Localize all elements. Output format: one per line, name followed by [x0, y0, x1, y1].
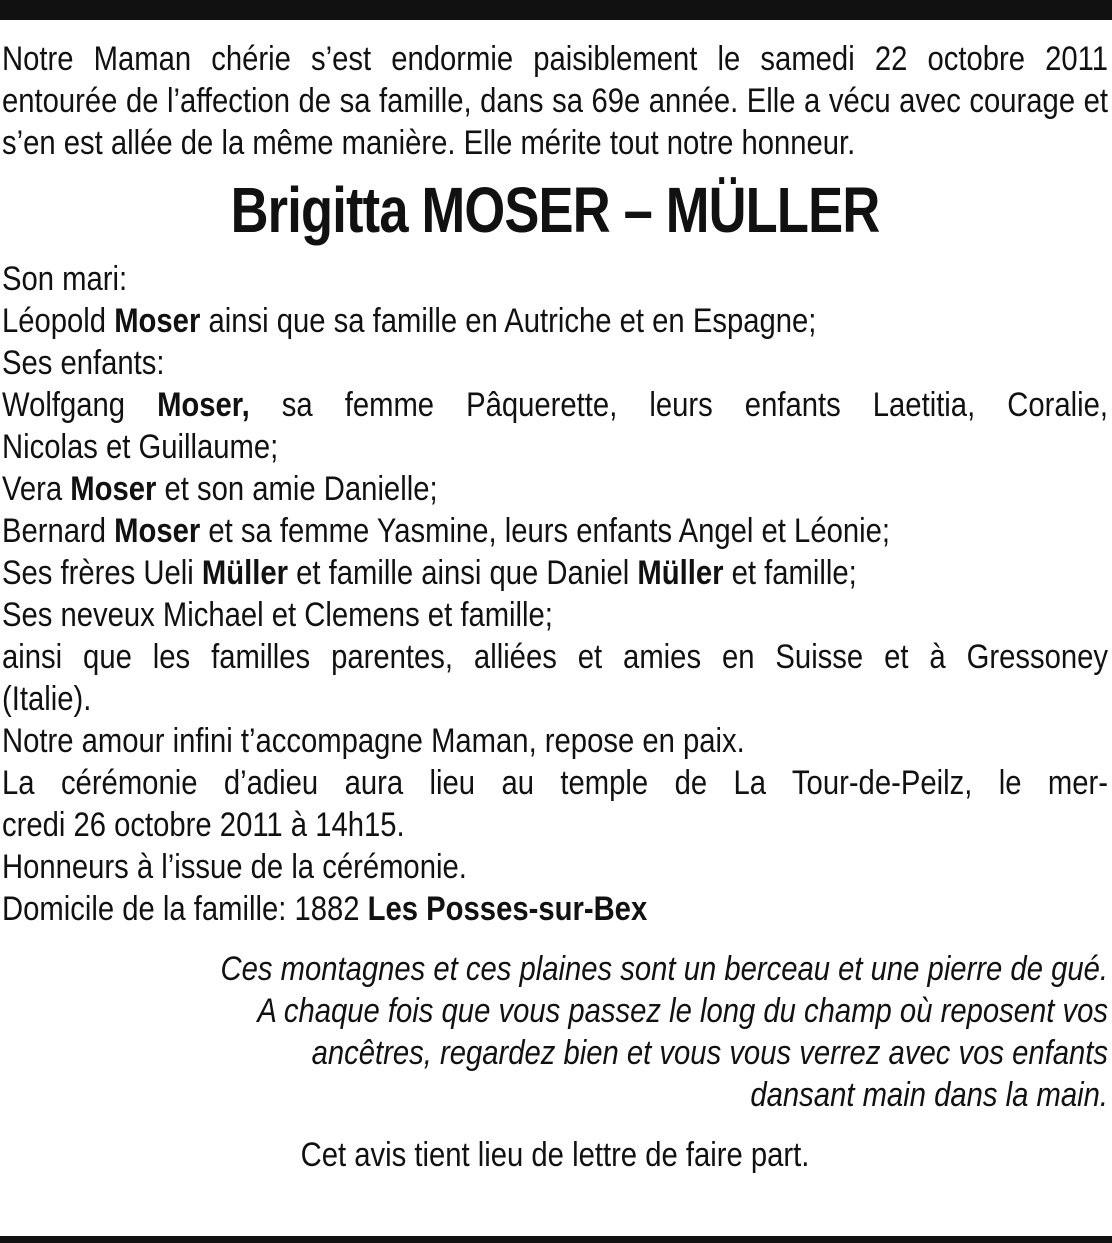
husband-heading: Son mari: [2, 260, 128, 298]
child1-first-name: Wolfgang [2, 386, 158, 424]
child3-details: et sa femme Yasmine, leurs enfants Angel et Léonie; [200, 512, 890, 550]
domicile-place: Les Posses-sur-Bex [367, 890, 648, 928]
brothers-intro: Ses frères Ueli [2, 554, 202, 592]
domicile-label: Domicile de la famille: 1882 [2, 890, 368, 928]
brother1-surname: Müller [201, 554, 288, 592]
child3-line [2, 510, 953, 552]
brothers-mid: et famille ainsi que Daniel [287, 554, 638, 592]
child1-line1 [2, 384, 1108, 426]
obituary-notice [2, 38, 1108, 1176]
closing-quote [2, 948, 1108, 1116]
child1-line2: Nicolas et Guillaume; [2, 428, 279, 466]
honours-line: Honneurs à l’issue de la cérémonie. [2, 848, 467, 886]
intro-paragraph: Notre Maman chérie s’est endormie paisiblement le samedi 22 octobre 2011 entourée de l’affection de sa famille, dans sa 69e année. Elle a vécu avec courage et s’en est allée de la même manière. Elle mérite tout notre honneur. [2, 40, 1109, 162]
love-line: Notre amour infini t’accompagne Maman, repose en paix. [2, 722, 745, 760]
relatives-line1: ainsi que les familles parentes, alliées et amies en Suisse et à Gressoney [2, 638, 1109, 676]
child2-line [2, 468, 953, 510]
child2-surname: Moser [70, 470, 157, 508]
deceased-name: Brigitta MOSER – MÜLLER [230, 174, 880, 246]
quote-line: Ces montagnes et ces plaines sont un berceau et une pierre de gué. [220, 950, 1108, 988]
child1-details: sa femme Pâquerette, leurs enfants Laetitia, Coralie, [249, 386, 1109, 424]
closing-note: Cet avis tient lieu de lettre de faire part. [300, 1136, 810, 1174]
brothers-line [2, 552, 953, 594]
brothers-end: et famille; [723, 554, 857, 592]
nephews-line: Ses neveux Michael et Clemens et famille; [2, 596, 553, 634]
husband-surname: Moser [114, 302, 201, 340]
brother2-surname: Müller [637, 554, 724, 592]
domicile-line [2, 888, 953, 930]
quote-line: A chaque fois que vous passez le long du champ où reposent vos [257, 992, 1109, 1030]
husband-first-name: Léopold [2, 302, 115, 340]
top-rule [0, 0, 1112, 20]
bottom-rule [0, 1236, 1112, 1243]
husband-details: ainsi que sa famille en Autriche et en Espagne; [200, 302, 817, 340]
relatives-line2: (Italie). [2, 680, 92, 718]
child1-surname: Moser, [157, 386, 250, 424]
family-list [2, 258, 1108, 930]
quote-line: ancêtres, regardez bien et vous vous verrez avec vos enfants [311, 1034, 1109, 1072]
child3-first-name: Bernard [2, 512, 115, 550]
quote-line: dansant main dans la main. [750, 1076, 1108, 1114]
child2-details: et son amie Danielle; [156, 470, 438, 508]
child2-first-name: Vera [2, 470, 71, 508]
husband-line [2, 300, 953, 342]
children-heading: Ses enfants: [2, 344, 165, 382]
ceremony-line2: credi 26 octobre 2011 à 14h15. [2, 806, 405, 844]
child3-surname: Moser [114, 512, 201, 550]
ceremony-line1: La cérémonie d’adieu aura lieu au temple de La Tour-de-Peilz, le mer- [2, 764, 1109, 802]
